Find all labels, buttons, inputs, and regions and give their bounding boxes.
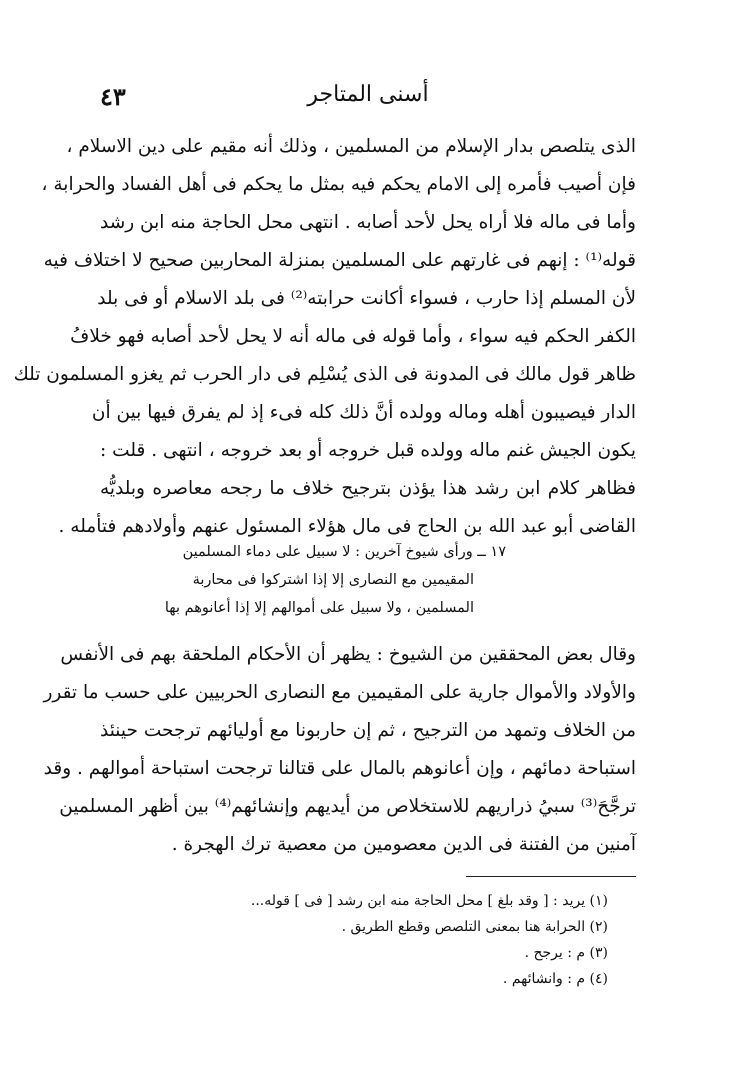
text-line: الدار فيصيبون أهله وماله وولده أنَّ ذلك كله فىء إذ لم يفرق فيها بين أن: [91, 402, 636, 423]
page-number: ٤٣: [100, 82, 126, 111]
text-line: قوله⁽¹⁾ : إنهم فى غارتهم على المسلمين بمنزلة المحاربين صحيح لا اختلاف فيه: [43, 250, 636, 271]
text-line: القاضى أبو عبد الله بن الحاج فى مال هؤلاء المسئول عنهم وأولادهم فتأمله .: [58, 516, 636, 537]
text-line: وقال بعض المحققين من الشيوخ : يظهر أن الأحكام الملحقة بهم فى الأنفس: [60, 644, 636, 665]
note-line: ١٧ ــ ورأى شيوخ آخرين : لا سبيل على دماء المسلمين: [182, 544, 506, 560]
footnote: (٢) الحرابة هنا بمعنى التلصص وقطع الطريق .: [341, 919, 608, 935]
text-line: ظاهر قول مالك فى المدونة فى الذى يُسْلِم فى دار الحرب ثم يغزو المسلمون تلك: [13, 364, 636, 385]
text-line: الذى يتلصص بدار الإسلام من المسلمين ، وذلك أنه مقيم على دين الاسلام ،: [66, 136, 636, 157]
text-line: آمنين من الفتنة فى الدين معصومين من معصية ترك الهجرة .: [171, 834, 636, 855]
text-line: والأولاد والأموال جارية على المقيمين مع النصارى الحربيين على حسب ما تقرر: [43, 682, 636, 703]
text-line: فإن أصيب فأمره إلى الامام يحكم فيه بمثل ما يحكم فى أهل الفساد والحرابة ،: [41, 174, 636, 195]
text-line: لأن المسلم إذا حارب ، فسواء أكانت حرابته⁽²⁾ فى بلد الاسلام أو فى بلد: [97, 288, 636, 309]
note-line: المقيمين مع النصارى إلا إذا اشتركوا فى محاربة: [192, 572, 474, 588]
footnote-divider: [466, 876, 636, 877]
text-line: يكون الجيش غنم ماله وولده قبل خروجه أو بعد خروجه ، انتهى . قلت :: [100, 440, 636, 461]
page-header: [100, 78, 636, 118]
text-line: وأما فى ماله فلا أراه يحل لأحد أصابه . انتهى محل الحاجة منه ابن رشد: [100, 212, 636, 233]
text-line: استباحة دمائهم ، وإن أعانوهم بالمال على قتالنا ترجحت استباحة أموالهم . وقد: [43, 758, 636, 779]
text-line: من الخلاف وتمهد من الترجيح ، ثم إن حاربونا مع أوليائهم ترجحت حينئذ: [100, 720, 636, 741]
running-title: أسنى المتاجر: [307, 82, 429, 107]
footnote: (٣) م : يرجح .: [524, 945, 608, 961]
footnote: (٤) م : وانشائهم .: [502, 971, 608, 987]
text-line: فظاهر كلام ابن رشد هذا يؤذن بترجيح خلاف ما رجحه معاصره وبلديُّه: [100, 478, 636, 499]
text-line: ترجَّحَ⁽³⁾ سبيُ ذراريهم للاستخلاص من أيديهم وإنشائهم⁽⁴⁾ بين أظهر المسلمين: [59, 796, 636, 817]
text-line: الكفر الحكم فيه سواء ، وأما قوله فى ماله أنه لا يحل لأحد أصابه فهو خلافُ: [70, 326, 636, 347]
footnote: (١) يريد : [ وقد بلغ ] محل الحاجة منه ابن رشد [ فى ] قوله...: [250, 893, 608, 909]
note-line: المسلمين ، ولا سبيل على أموالهم إلا إذا أعانوهم بها: [164, 600, 474, 616]
